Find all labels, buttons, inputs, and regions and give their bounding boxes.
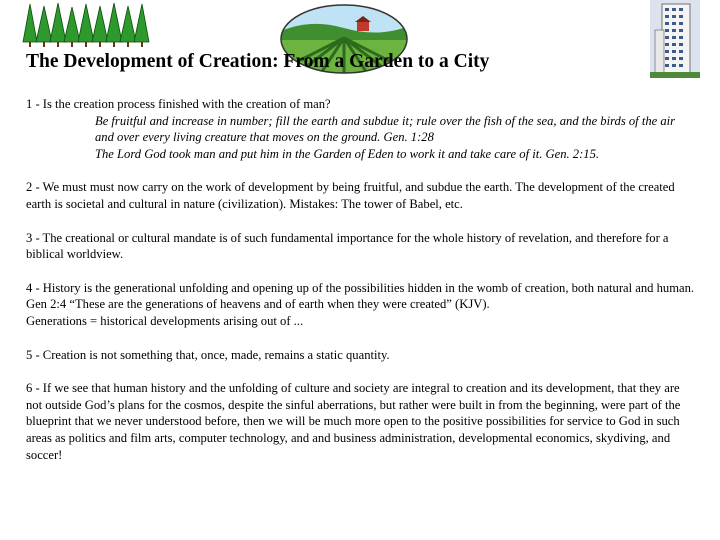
scripture-quote: Be fruitful and increase in number; fill the earth and subdue it; rule over the fish of the sea, and the birds of the air and over every living creature that moves on the ground. Gen. 1:28 xyxy=(95,113,676,145)
point-extra: Generations = historical developments arising out of ... xyxy=(26,313,304,328)
page-title: The Development of Creation: From a Garden to a City xyxy=(26,51,490,72)
point-extra: Gen 2:4 “These are the generations of heavens and of earth when they were created” (KJV). xyxy=(26,297,490,312)
point-3 xyxy=(26,230,696,263)
content-body xyxy=(26,96,696,480)
point-2 xyxy=(26,179,696,212)
point-text: 2 - We must must now carry on the work of development by being fruitful, and subdue the earth. The development of the created earth is societal and cultural in nature (civilization). Mistakes: The tower of Babel, etc. xyxy=(26,180,675,211)
point-text: 1 - Is the creation process finished with the creation of man? xyxy=(26,97,331,111)
point-text: 3 - The creational or cultural mandate is of such fundamental importance for the whole history of revelation, and therefore for a biblical worldview. xyxy=(26,230,669,262)
point-4 xyxy=(26,280,696,330)
scripture-quote: The Lord God took man and put him in the Garden of Eden to work it and take care of it. Gen. 2:15. xyxy=(95,146,600,161)
point-6 xyxy=(26,380,696,463)
point-text: 6 - If we see that human history and the unfolding of culture and society are integral to creation and its development, that they are not outside God’s plans for the cosmos, despite the sinful aberrations, but rather were built in from the beginning, were part of the blueprint that we never understood before, then we will be much more open to the positive possibilities for service to God in such areas as politics and film arts, computer technology, and and business administration, developmental economics, skydiving, and soccer! xyxy=(26,381,681,462)
point-text: 5 - Creation is not something that, once, made, remains a static quantity. xyxy=(26,347,390,362)
skyscraper-icon xyxy=(650,0,700,78)
pine-trees-icon xyxy=(22,2,150,48)
point-1 xyxy=(26,96,696,162)
point-5 xyxy=(26,347,696,364)
point-text: 4 - History is the generational unfolding and opening up of the possibilities hidden in the womb of creation, both natural and human. xyxy=(26,280,695,295)
